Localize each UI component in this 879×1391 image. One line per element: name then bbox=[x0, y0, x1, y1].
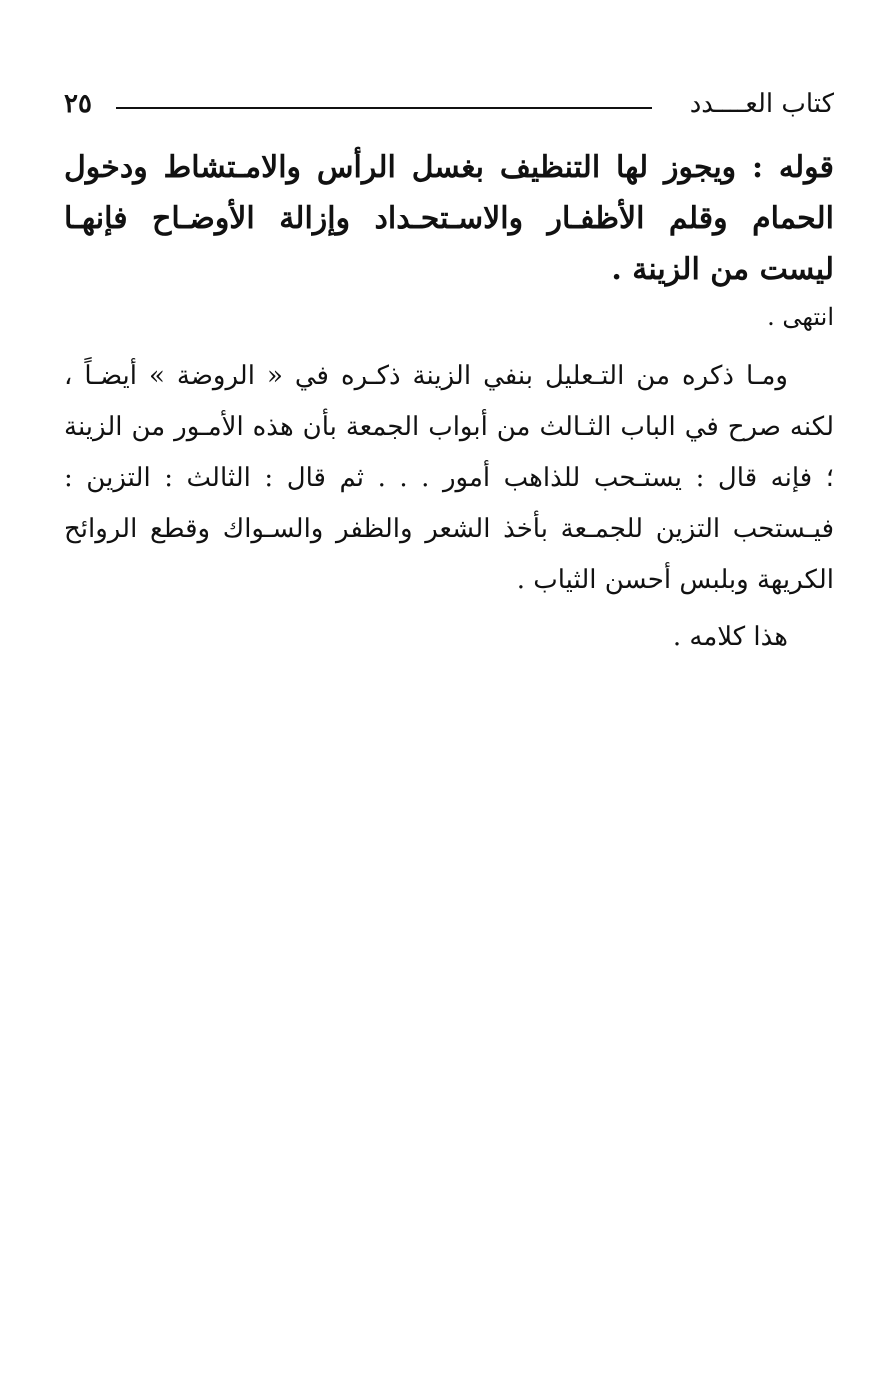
body-text bbox=[64, 142, 834, 663]
page-number: ٢٥ bbox=[64, 89, 92, 119]
quoted-passage: قوله : ويجوز لها التنظيف بغسل الرأس والامـتشاط ودخول الحمام وقلم الأظفـار والاسـتحـداد وإزالة الأوضـاح فإنهـا ليست من الزينة . bbox=[64, 150, 834, 287]
book-title: كتاب العــــدد bbox=[689, 89, 834, 119]
commentary-paragraph: ومـا ذكره من التـعليل بنفي الزينة ذكـره في « الروضة » أيضـاً ، لكنه صرح في الباب الثـالث من أبواب الجمعة بأن هذه الأمـور من الزينة ؛ فإنه قال : يستـحب للذاهب أمور . . . ثم قال : الثالث : التزين : فيـستحب التزين للجمـعة بأخذ الشعر والظفر والسـواك وقطع الروائح الكريهة وبلبس أحسن الثياب . bbox=[64, 361, 834, 595]
running-header bbox=[64, 86, 834, 126]
header-rule bbox=[116, 107, 652, 109]
quote-end-marker: انتهى . bbox=[767, 303, 834, 331]
closing-line: هذا كلامه . bbox=[672, 622, 788, 652]
